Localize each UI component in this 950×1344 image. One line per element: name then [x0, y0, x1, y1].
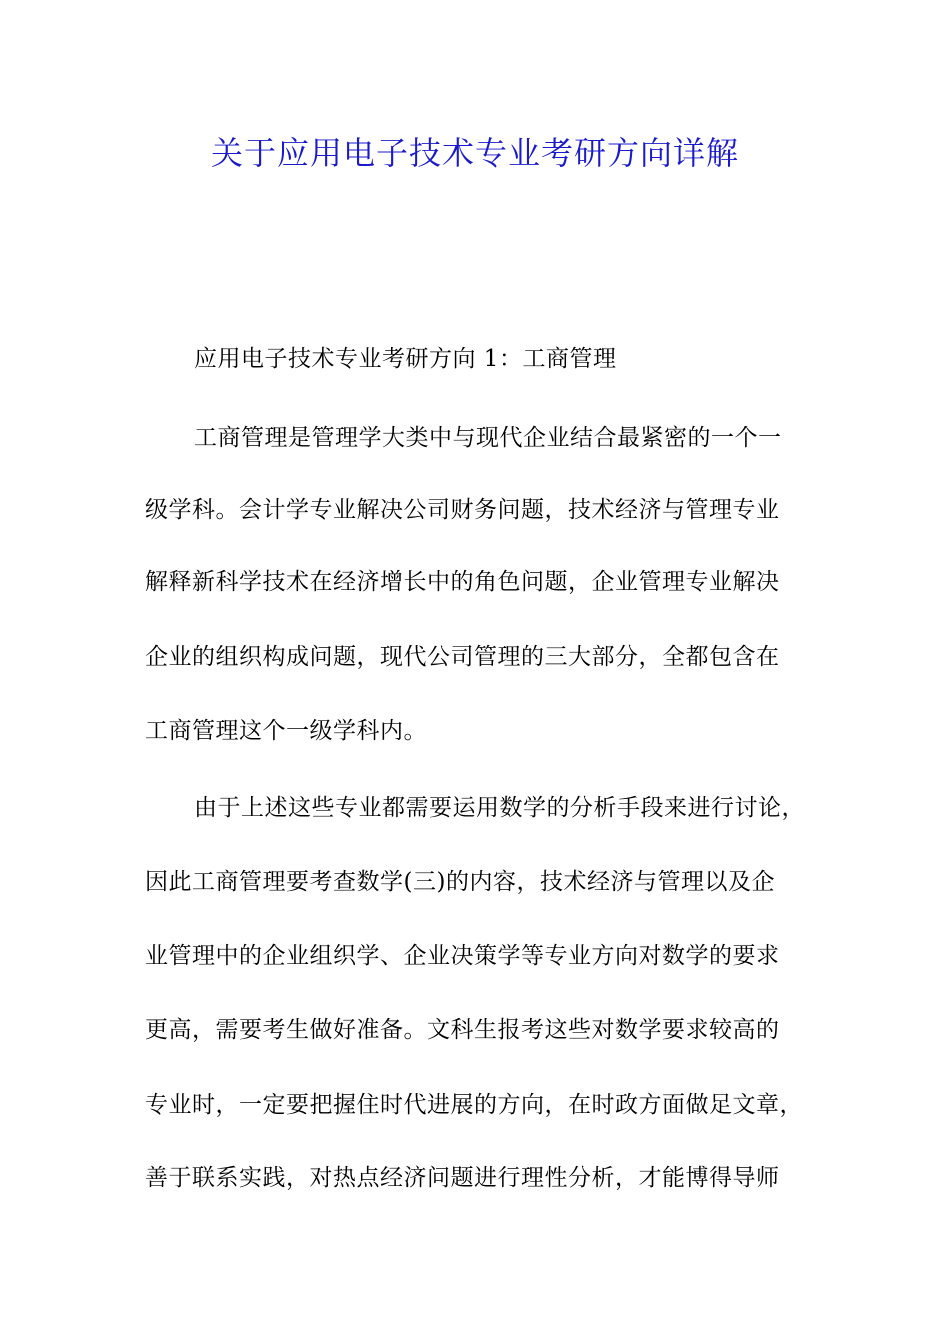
paragraph-line: 专业时，一定要把握住时代进展的方向，在时政方面做足文章， [145, 1092, 803, 1118]
paragraph-line: 解释新科学技术在经济增长中的角色问题，企业管理专业解决 [145, 569, 780, 595]
paragraph-line: 工商管理是管理学大类中与现代企业结合最紧密的一个一 [194, 425, 782, 451]
paragraph-line: 善于联系实践，对热点经济问题进行理性分析，才能博得导师 [145, 1165, 780, 1191]
section-heading: 应用电子技术专业考研方向 1：工商管理 [194, 346, 617, 372]
paragraph-line: 更高，需要考生做好准备。文科生报考这些对数学要求较高的 [145, 1017, 780, 1043]
document-title: 关于应用电子技术专业考研方向详解 [210, 134, 739, 172]
paragraph-line: 企业的组织构成问题，现代公司管理的三大部分，全都包含在 [145, 644, 780, 670]
paragraph-line: 工商管理这个一级学科内。 [145, 718, 427, 744]
paragraph-line: 级学科。会计学专业解决公司财务问题，技术经济与管理专业 [145, 497, 780, 523]
paragraph-line: 由于上述这些专业都需要运用数学的分析手段来进行讨论， [194, 795, 805, 821]
paragraph-line: 因此工商管理要考查数学(三)的内容，技术经济与管理以及企 [145, 869, 775, 895]
paragraph-line: 业管理中的企业组织学、企业决策学等专业方向对数学的要求 [145, 943, 780, 969]
